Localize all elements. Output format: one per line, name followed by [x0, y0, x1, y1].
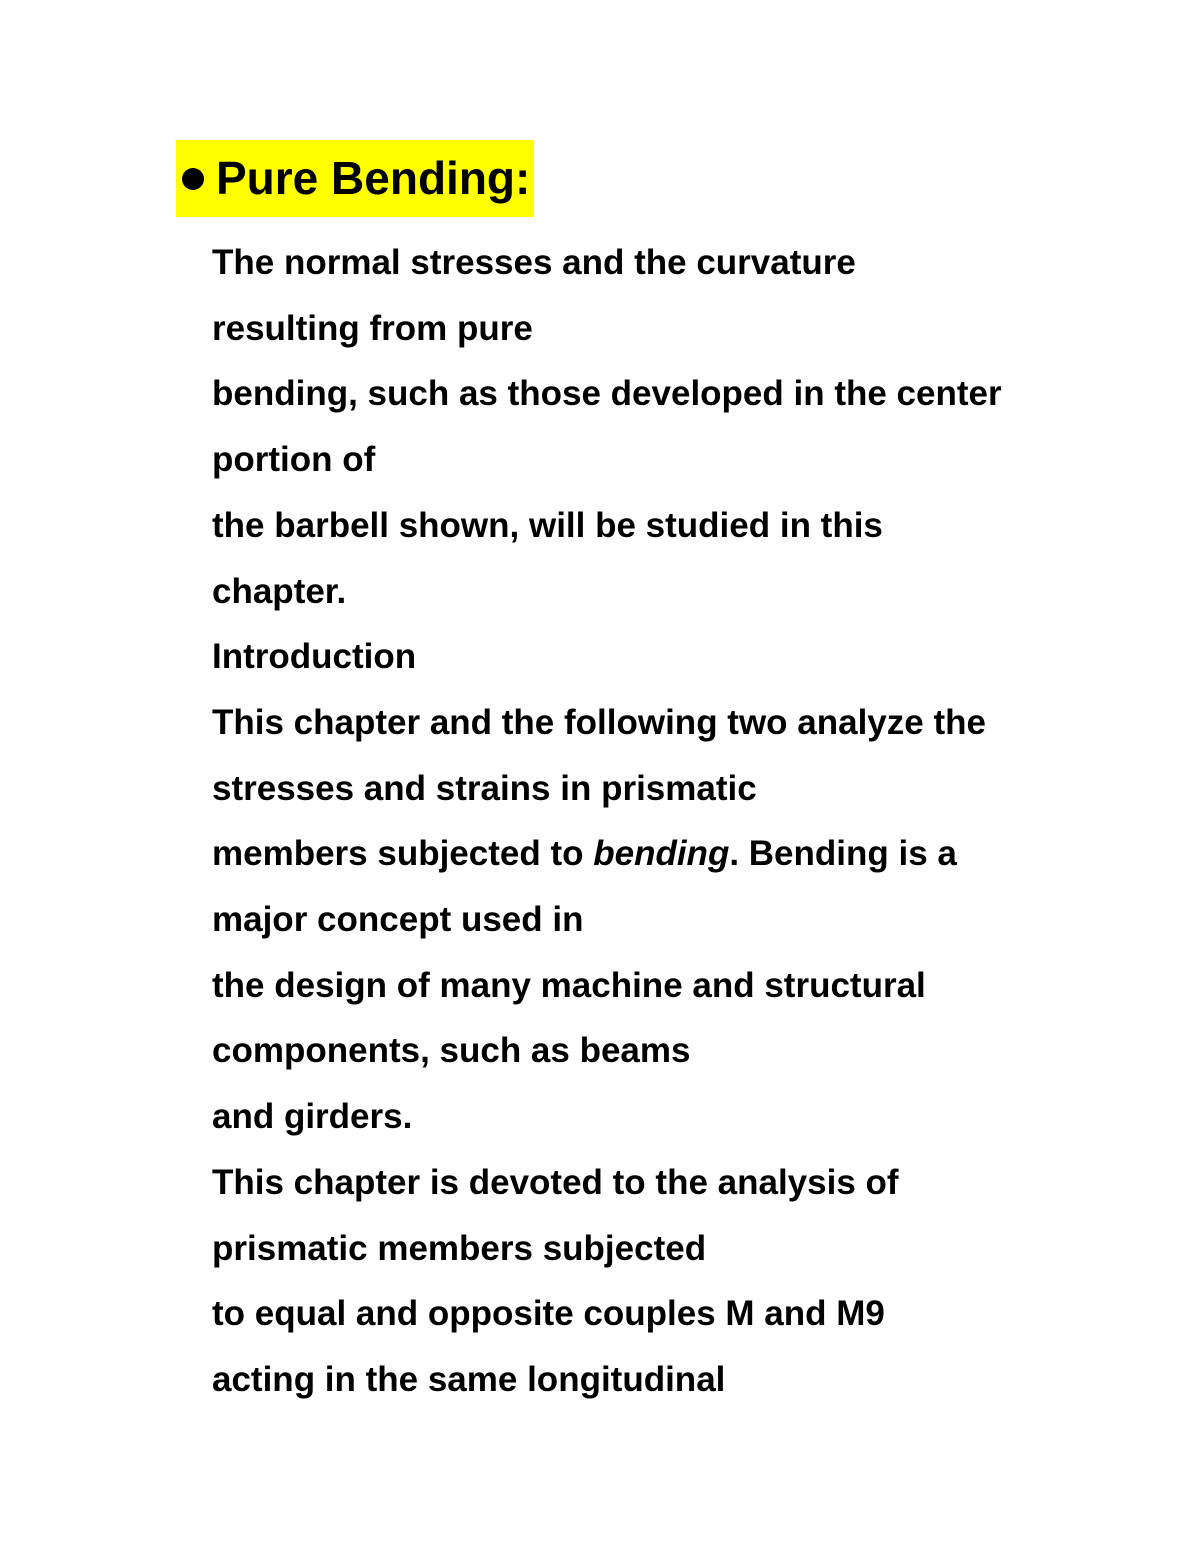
text-line: portion of [212, 440, 376, 480]
text-line: acting in the same longitudinal [212, 1359, 726, 1399]
emphasized-term: bending [593, 834, 730, 874]
text-line: prismatic members subjected [212, 1228, 707, 1268]
text-line: bending, such as those developed in the center [212, 374, 1002, 414]
body-paragraph [212, 230, 1172, 1413]
text-segment: . Bending is a [729, 834, 957, 874]
text-line: and girders. [212, 1097, 413, 1137]
text-line: the design of many machine and structural [212, 965, 926, 1005]
text-line: components, such as beams [212, 1031, 691, 1071]
text-line: This chapter is devoted to the analysis of [212, 1162, 899, 1202]
text-line: major concept used in [212, 900, 584, 940]
text-line-introduction: Introduction [212, 637, 417, 677]
text-line: chapter. [212, 571, 347, 611]
text-line: resulting from pure [212, 308, 533, 348]
heading-text: Pure Bending: [216, 152, 531, 204]
text-segment: members subjected to [212, 834, 594, 874]
text-line: The normal stresses and the curvature [212, 243, 856, 282]
text-line: This chapter and the following two analyze the [212, 702, 986, 742]
section-heading [176, 140, 534, 217]
text-line: to equal and opposite couples M and M9 [212, 1294, 885, 1334]
text-line: the barbell shown, will be studied in this [212, 505, 883, 545]
text-line: stresses and strains in prismatic [212, 768, 757, 808]
bullet-icon [182, 168, 204, 190]
text-line-with-emphasis [212, 821, 1172, 887]
